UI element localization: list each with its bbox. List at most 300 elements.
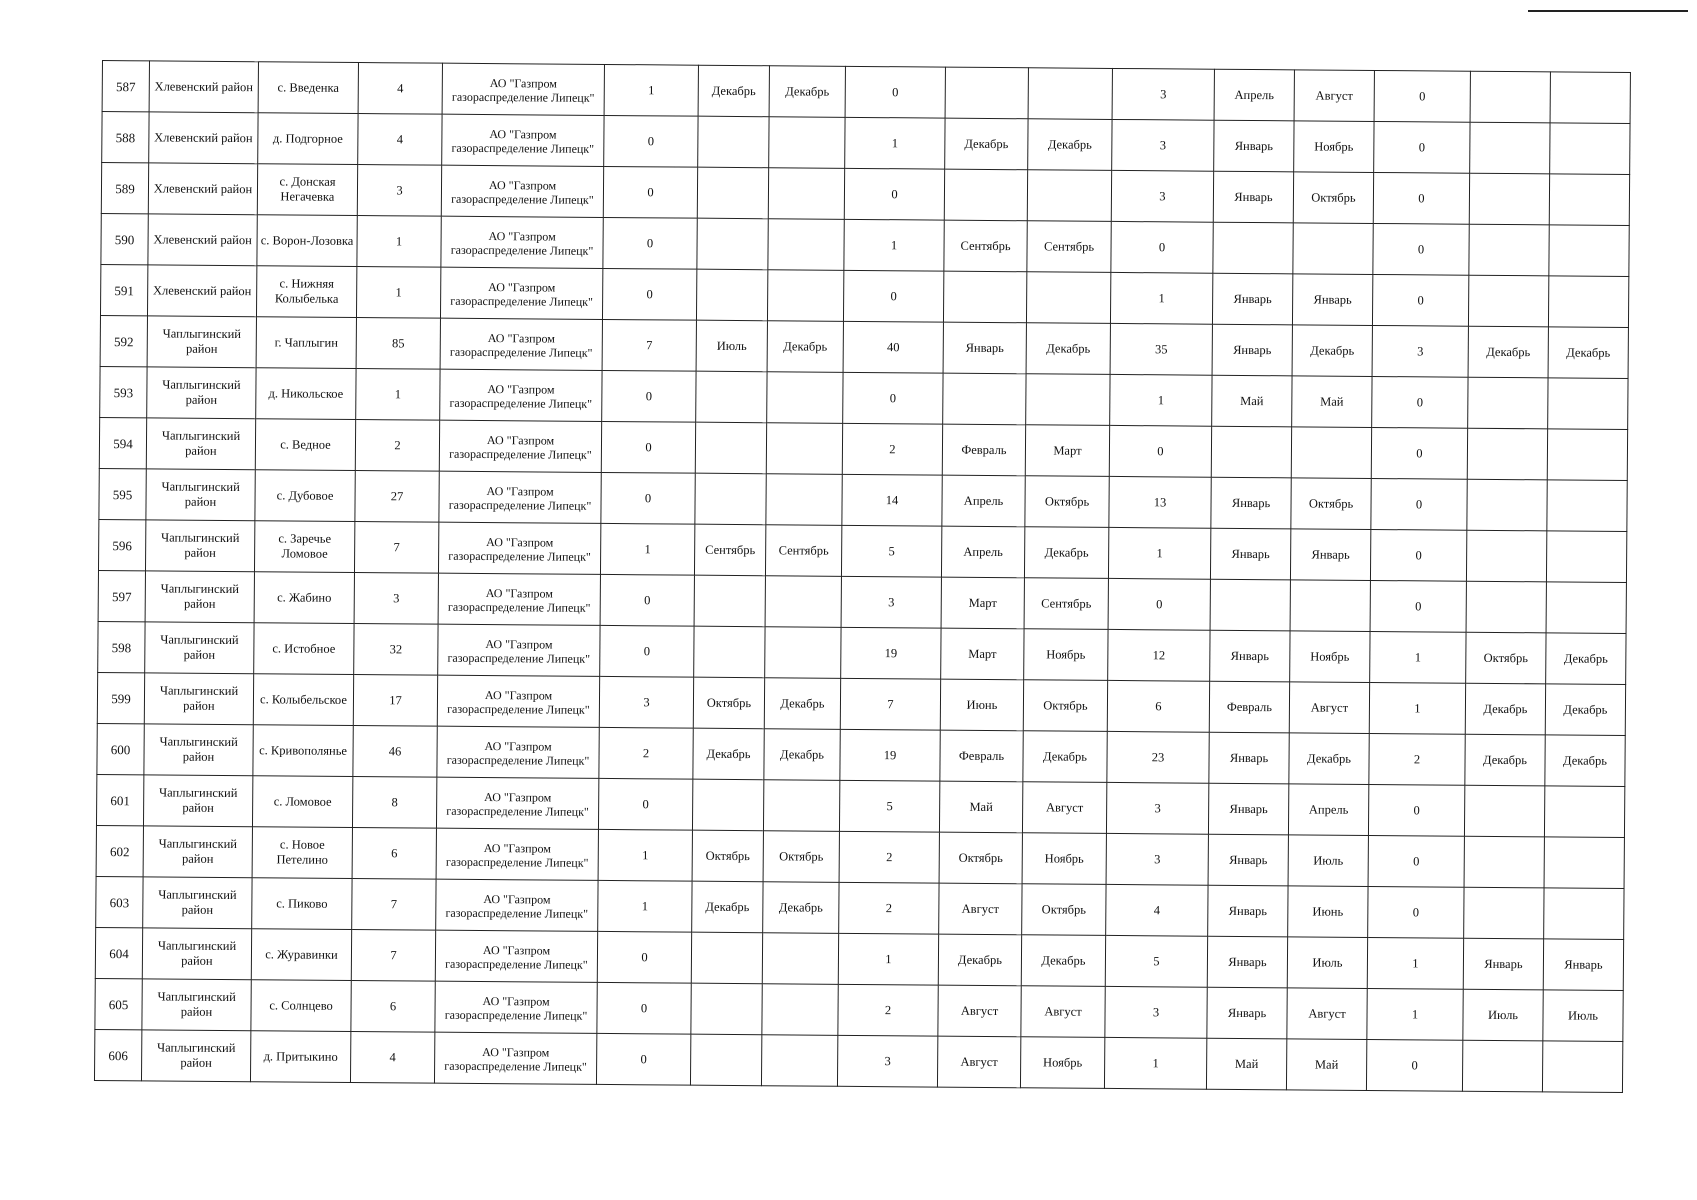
cell-count-d: 0 <box>1370 529 1466 581</box>
cell-month-from-a <box>694 575 765 627</box>
cell-month-from-a: Октябрь <box>693 677 764 729</box>
cell-count-a: 0 <box>597 931 691 983</box>
cell-month-from-d <box>1464 836 1544 888</box>
cell-month-from-b: Июнь <box>940 679 1023 731</box>
cell-month-from-c <box>1211 426 1291 478</box>
cell-district: Чаплыгинский район <box>147 316 256 368</box>
cell-month-to-d: Декабрь <box>1545 684 1625 736</box>
cell-month-from-d: Январь <box>1463 938 1543 990</box>
cell-row-number: 598 <box>98 621 145 672</box>
cell-month-from-b <box>943 373 1026 425</box>
cell-month-to-b: Сентябрь <box>1027 221 1111 273</box>
cell-month-to-b <box>1026 374 1110 426</box>
cell-month-from-d: Декабрь <box>1465 734 1545 786</box>
cell-row-number: 603 <box>96 876 143 927</box>
cell-month-from-b: Март <box>941 577 1024 629</box>
cell-month-to-d <box>1549 225 1629 277</box>
cell-count-b: 5 <box>839 780 939 832</box>
cell-count-c: 3 <box>1106 833 1208 885</box>
cell-month-to-c: Январь <box>1292 274 1372 326</box>
cell-month-from-a <box>694 626 765 678</box>
cell-organization: АО "Газпром газораспределение Липецк" <box>437 675 599 727</box>
cell-month-to-b: Октябрь <box>1025 476 1109 528</box>
cell-count-b: 2 <box>839 882 939 934</box>
cell-total-count: 17 <box>353 674 437 726</box>
cell-total-count: 7 <box>354 522 438 574</box>
cell-month-to-c <box>1290 580 1370 632</box>
cell-month-to-d: Декабрь <box>1545 735 1625 787</box>
cell-district: Чаплыгинский район <box>146 418 255 470</box>
cell-month-from-c: Январь <box>1207 987 1287 1039</box>
cell-month-to-d <box>1547 429 1627 481</box>
cell-count-a: 0 <box>597 982 691 1034</box>
cell-count-c: 5 <box>1105 935 1207 987</box>
cell-month-to-a <box>769 117 845 169</box>
cell-count-d: 0 <box>1373 172 1469 224</box>
cell-month-from-b: Сентябрь <box>944 220 1027 272</box>
cell-row-number: 596 <box>98 519 145 570</box>
cell-district: Хлевенский район <box>149 112 258 164</box>
cell-count-b: 40 <box>843 321 943 373</box>
cell-month-from-b: Февраль <box>942 424 1025 476</box>
cell-month-to-d: Январь <box>1543 939 1623 991</box>
cell-month-from-d <box>1462 1040 1542 1092</box>
cell-month-to-d <box>1550 72 1630 124</box>
cell-settlement: д. Никольское <box>256 368 356 420</box>
cell-count-b: 2 <box>842 423 942 475</box>
cell-count-a: 0 <box>603 166 697 218</box>
cell-organization: АО "Газпром газораспределение Липецк" <box>436 777 598 829</box>
cell-count-c: 13 <box>1109 476 1211 528</box>
cell-count-d: 0 <box>1374 121 1470 173</box>
cell-settlement: с. Введенка <box>258 62 358 114</box>
cell-district: Чаплыгинский район <box>143 877 252 929</box>
cell-month-from-c: Январь <box>1209 732 1289 784</box>
cell-month-from-b <box>945 67 1028 119</box>
cell-month-from-d: Декабрь <box>1465 683 1545 735</box>
cell-month-from-a: Октябрь <box>692 830 763 882</box>
cell-month-to-a <box>761 1035 837 1087</box>
cell-organization: АО "Газпром газораспределение Липецк" <box>436 879 598 931</box>
cell-count-d: 2 <box>1369 733 1465 785</box>
cell-month-to-a: Декабрь <box>767 321 843 373</box>
cell-count-a: 1 <box>600 523 694 575</box>
cell-row-number: 606 <box>94 1029 141 1080</box>
cell-month-from-c: Январь <box>1213 171 1293 223</box>
cell-count-d: 1 <box>1369 682 1465 734</box>
cell-district: Чаплыгинский район <box>145 520 254 572</box>
cell-count-d: 0 <box>1371 478 1467 530</box>
cell-organization: АО "Газпром газораспределение Липецк" <box>439 420 601 472</box>
cell-count-a: 0 <box>601 472 695 524</box>
cell-month-to-a <box>768 168 844 220</box>
cell-settlement: с. Донская Негачевка <box>257 164 357 216</box>
cell-month-to-b: Март <box>1025 425 1109 477</box>
cell-district: Чаплыгинский район <box>145 622 254 674</box>
cell-count-b: 0 <box>843 372 943 424</box>
cell-count-a: 0 <box>602 370 696 422</box>
cell-month-to-a <box>762 984 838 1036</box>
cell-month-from-b: Февраль <box>940 730 1023 782</box>
cell-month-to-b: Октябрь <box>1023 680 1107 732</box>
cell-count-d: 0 <box>1370 580 1466 632</box>
cell-total-count: 4 <box>358 63 442 115</box>
cell-district: Хлевенский район <box>148 214 257 266</box>
cell-settlement: с. Жабино <box>254 572 354 624</box>
cell-month-to-d: Декабрь <box>1548 327 1628 379</box>
cell-row-number: 605 <box>95 978 142 1029</box>
cell-district: Чаплыгинский район <box>146 469 255 521</box>
cell-count-a: 2 <box>599 727 693 779</box>
cell-count-c: 1 <box>1110 272 1212 324</box>
cell-month-to-a <box>768 219 844 271</box>
cell-month-to-a: Декабрь <box>763 882 839 934</box>
cell-district: Хлевенский район <box>148 163 257 215</box>
cell-total-count: 4 <box>350 1031 434 1083</box>
cell-month-from-a <box>692 779 763 831</box>
cell-count-a: 0 <box>600 574 694 626</box>
cell-total-count: 6 <box>352 827 436 879</box>
cell-count-b: 19 <box>840 729 940 781</box>
cell-month-to-b: Декабрь <box>1028 119 1112 171</box>
cell-month-from-a: Декабрь <box>698 65 769 117</box>
cell-month-from-b <box>944 169 1027 221</box>
cell-month-from-b: Январь <box>943 322 1026 374</box>
cell-count-b: 7 <box>840 678 940 730</box>
cell-month-to-b: Декабрь <box>1023 731 1107 783</box>
cell-organization: АО "Газпром газораспределение Липецк" <box>440 318 602 370</box>
cell-month-to-c: Июнь <box>1288 886 1368 938</box>
cell-month-from-c: Январь <box>1208 783 1288 835</box>
cell-month-from-a: Декабрь <box>693 728 764 780</box>
cell-month-to-c: Август <box>1294 70 1374 122</box>
cell-count-b: 3 <box>841 576 941 628</box>
cell-month-from-d: Июль <box>1463 989 1543 1041</box>
cell-row-number: 588 <box>102 112 149 163</box>
cell-month-from-c: Январь <box>1212 324 1292 376</box>
cell-count-d: 0 <box>1372 376 1468 428</box>
cell-total-count: 3 <box>357 165 441 217</box>
cell-month-to-d <box>1544 786 1624 838</box>
cell-month-from-d <box>1469 224 1549 276</box>
cell-month-from-d <box>1468 377 1548 429</box>
cell-total-count: 1 <box>357 216 441 268</box>
cell-organization: АО "Газпром газораспределение Липецк" <box>441 165 603 217</box>
cell-month-to-c: Август <box>1289 682 1369 734</box>
cell-month-from-b: Март <box>941 628 1024 680</box>
cell-row-number: 604 <box>95 927 142 978</box>
cell-month-to-c: Май <box>1292 376 1372 428</box>
cell-count-d: 0 <box>1374 70 1470 122</box>
cell-month-to-c: Январь <box>1290 529 1370 581</box>
cell-count-c: 3 <box>1111 170 1213 222</box>
cell-count-b: 0 <box>843 270 943 322</box>
cell-month-to-a: Сентябрь <box>765 525 841 577</box>
cell-month-to-d <box>1546 582 1626 634</box>
cell-month-from-a <box>691 983 762 1035</box>
cell-district: Чаплыгинский район <box>142 928 251 980</box>
cell-count-c: 3 <box>1112 119 1214 171</box>
cell-settlement: с. Истобное <box>254 623 354 675</box>
cell-row-number: 592 <box>100 315 147 366</box>
cell-count-b: 2 <box>839 831 939 883</box>
cell-organization: АО "Газпром газораспределение Липецк" <box>440 267 602 319</box>
cell-count-c: 35 <box>1110 323 1212 375</box>
cell-month-to-d <box>1547 480 1627 532</box>
cell-month-to-b <box>1026 272 1110 324</box>
cell-month-to-d <box>1550 123 1630 175</box>
cell-row-number: 591 <box>100 264 147 315</box>
cell-month-to-c: Октябрь <box>1291 478 1371 530</box>
cell-month-from-a: Сентябрь <box>694 524 765 576</box>
cell-month-to-d: Июль <box>1543 990 1623 1042</box>
cell-total-count: 3 <box>354 572 438 624</box>
table-row <box>94 1029 1622 1092</box>
cell-count-c: 6 <box>1107 680 1209 732</box>
cell-count-a: 0 <box>596 1033 690 1085</box>
cell-count-b: 0 <box>844 168 944 220</box>
cell-count-b: 3 <box>837 1035 937 1087</box>
cell-count-a: 0 <box>601 421 695 473</box>
cell-settlement: с. Новое Петелино <box>252 827 352 879</box>
cell-month-from-d: Октябрь <box>1466 632 1546 684</box>
cell-total-count: 32 <box>354 623 438 675</box>
cell-month-from-c: Февраль <box>1209 681 1289 733</box>
cell-count-d: 0 <box>1366 1039 1462 1091</box>
cell-organization: АО "Газпром газораспределение Липецк" <box>442 114 604 166</box>
cell-settlement: с. Колыбельское <box>253 674 353 726</box>
table-body <box>94 61 1630 1093</box>
cell-row-number: 601 <box>96 774 143 825</box>
cell-organization: АО "Газпром газораспределение Липецк" <box>436 828 598 880</box>
cell-month-to-b: Август <box>1021 986 1105 1038</box>
cell-total-count: 85 <box>356 318 440 370</box>
cell-settlement: с. Кривополянье <box>253 725 353 777</box>
cell-month-to-a <box>766 423 842 475</box>
cell-month-from-a <box>696 269 767 321</box>
cell-month-from-d <box>1469 173 1549 225</box>
cell-settlement: с. Пиково <box>252 878 352 930</box>
cell-count-b: 0 <box>845 66 945 118</box>
cell-month-to-d <box>1544 888 1624 940</box>
cell-month-from-d <box>1467 479 1547 531</box>
cell-month-from-d <box>1470 122 1550 174</box>
cell-month-to-a <box>767 270 843 322</box>
cell-month-to-c: Апрель <box>1288 784 1368 836</box>
cell-settlement: с. Ворон-Лозовка <box>257 215 357 267</box>
cell-count-b: 14 <box>842 474 942 526</box>
cell-month-from-d <box>1464 785 1544 837</box>
cell-settlement: г. Чаплыгин <box>256 317 356 369</box>
cell-count-c: 1 <box>1110 374 1212 426</box>
cell-month-from-c <box>1213 222 1293 274</box>
cell-month-to-a: Декабрь <box>769 66 845 118</box>
cell-count-a: 0 <box>602 268 696 320</box>
cell-month-to-b: Ноябрь <box>1020 1037 1104 1089</box>
cell-month-from-a <box>690 1034 761 1086</box>
cell-count-d: 0 <box>1372 274 1468 326</box>
cell-month-to-c: Июль <box>1288 835 1368 887</box>
cell-count-d: 0 <box>1371 427 1467 479</box>
cell-settlement: с. Журавинки <box>251 929 351 981</box>
cell-month-from-c: Январь <box>1210 528 1290 580</box>
cell-month-from-c: Май <box>1212 375 1292 427</box>
cell-count-c: 23 <box>1107 731 1209 783</box>
cell-month-to-d <box>1546 531 1626 583</box>
cell-month-to-c: Август <box>1287 988 1367 1040</box>
cell-month-from-c: Январь <box>1208 834 1288 886</box>
cell-month-to-a: Декабрь <box>764 729 840 781</box>
cell-district: Чаплыгинский район <box>143 826 252 878</box>
cell-settlement: с. Ломовое <box>252 776 352 828</box>
cell-count-a: 1 <box>604 64 698 116</box>
cell-district: Чаплыгинский район <box>145 571 254 623</box>
cell-month-to-c: Май <box>1286 1039 1366 1091</box>
cell-total-count: 7 <box>352 878 436 930</box>
cell-count-a: 3 <box>599 676 693 728</box>
cell-count-c: 0 <box>1111 221 1213 273</box>
cell-month-from-b: Август <box>938 985 1021 1037</box>
cell-row-number: 599 <box>97 672 144 723</box>
document-page <box>94 60 1631 1093</box>
cell-month-to-c: Декабрь <box>1289 733 1369 785</box>
cell-month-from-d <box>1470 71 1550 123</box>
cell-count-a: 7 <box>602 319 696 371</box>
cell-count-a: 0 <box>604 115 698 167</box>
cell-settlement: с. Ведное <box>255 419 355 471</box>
cell-month-to-b <box>1028 68 1112 120</box>
cell-count-d: 1 <box>1370 631 1466 683</box>
cell-count-c: 0 <box>1108 578 1210 630</box>
cell-month-from-b: Декабрь <box>945 118 1028 170</box>
cell-district: Чаплыгинский район <box>141 1030 250 1082</box>
cell-month-to-a: Октябрь <box>763 831 839 883</box>
cell-total-count: 6 <box>351 980 435 1032</box>
cell-count-c: 12 <box>1108 629 1210 681</box>
cell-row-number: 593 <box>100 366 147 417</box>
cell-month-from-d <box>1468 275 1548 327</box>
cell-count-a: 0 <box>603 217 697 269</box>
cell-count-d: 1 <box>1367 988 1463 1040</box>
cell-month-from-c: Январь <box>1214 120 1294 172</box>
cell-month-from-c: Январь <box>1208 885 1288 937</box>
cell-count-b: 2 <box>838 984 938 1036</box>
cell-month-from-b: Апрель <box>942 475 1025 527</box>
cell-district: Хлевенский район <box>149 61 258 113</box>
cell-row-number: 594 <box>99 417 146 468</box>
cell-month-from-c: Январь <box>1207 936 1287 988</box>
cell-district: Чаплыгинский район <box>144 724 253 776</box>
cell-month-from-d <box>1466 530 1546 582</box>
cell-row-number: 590 <box>101 213 148 264</box>
cell-month-to-a <box>766 474 842 526</box>
cell-district: Чаплыгинский район <box>143 775 252 827</box>
cell-month-to-c: Ноябрь <box>1294 121 1374 173</box>
cell-settlement: с. Дубовое <box>255 470 355 522</box>
cell-month-to-a <box>765 576 841 628</box>
cell-month-from-a <box>698 116 769 168</box>
cell-organization: АО "Газпром газораспределение Липецк" <box>439 471 601 523</box>
cell-organization: АО "Газпром газораспределение Липецк" <box>442 63 604 115</box>
scan-edge-line <box>1528 10 1688 12</box>
cell-month-to-d <box>1548 378 1628 430</box>
cell-count-a: 0 <box>600 625 694 677</box>
cell-month-to-a: Декабрь <box>764 678 840 730</box>
cell-total-count: 8 <box>352 776 436 828</box>
cell-count-d: 1 <box>1367 937 1463 989</box>
cell-month-to-b: Декабрь <box>1026 323 1110 375</box>
cell-row-number: 587 <box>102 61 149 112</box>
cell-total-count: 4 <box>358 114 442 166</box>
cell-month-from-c: Апрель <box>1214 69 1294 121</box>
cell-total-count: 1 <box>356 267 440 319</box>
cell-organization: АО "Газпром газораспределение Липецк" <box>438 624 600 676</box>
cell-count-d: 0 <box>1368 784 1464 836</box>
cell-month-to-d <box>1548 276 1628 328</box>
cell-count-b: 1 <box>844 219 944 271</box>
cell-organization: АО "Газпром газораспределение Липецк" <box>441 216 603 268</box>
cell-row-number: 595 <box>99 468 146 519</box>
cell-organization: АО "Газпром газораспределение Липецк" <box>435 981 597 1033</box>
cell-month-to-c: Ноябрь <box>1290 631 1370 683</box>
cell-count-a: 1 <box>598 829 692 881</box>
cell-month-to-a <box>762 933 838 985</box>
cell-month-from-a: Июль <box>696 320 767 372</box>
cell-count-c: 3 <box>1105 986 1207 1038</box>
cell-district: Чаплыгинский район <box>144 673 253 725</box>
cell-count-b: 1 <box>845 117 945 169</box>
cell-count-c: 3 <box>1112 68 1214 120</box>
cell-organization: АО "Газпром газораспределение Липецк" <box>438 573 600 625</box>
cell-month-to-d <box>1542 1041 1622 1093</box>
cell-count-a: 1 <box>598 880 692 932</box>
cell-month-from-a <box>696 371 767 423</box>
cell-total-count: 27 <box>355 471 439 523</box>
cell-count-d: 3 <box>1372 325 1468 377</box>
cell-month-from-a <box>697 167 768 219</box>
cell-row-number: 589 <box>101 163 148 214</box>
cell-month-to-b <box>1027 170 1111 222</box>
cell-month-to-b: Ноябрь <box>1024 629 1108 681</box>
cell-month-to-b: Август <box>1022 782 1106 834</box>
cell-month-from-d <box>1464 887 1544 939</box>
cell-total-count: 46 <box>353 725 437 777</box>
cell-count-d: 0 <box>1373 223 1469 275</box>
cell-count-d: 0 <box>1368 835 1464 887</box>
cell-month-to-b: Ноябрь <box>1022 833 1106 885</box>
cell-month-from-b: Апрель <box>941 526 1024 578</box>
cell-total-count: 2 <box>355 420 439 472</box>
cell-count-c: 0 <box>1109 425 1211 477</box>
cell-month-from-b: Октябрь <box>939 832 1022 884</box>
cell-district: Чаплыгинский район <box>147 367 256 419</box>
cell-row-number: 597 <box>98 570 145 621</box>
cell-month-from-c <box>1210 579 1290 631</box>
cell-month-to-b: Октябрь <box>1022 884 1106 936</box>
cell-settlement: с. Солнцево <box>251 980 351 1032</box>
cell-month-to-a <box>763 780 839 832</box>
cell-organization: АО "Газпром газораспределение Липецк" <box>437 726 599 778</box>
cell-organization: АО "Газпром газораспределение Липецк" <box>434 1032 596 1084</box>
cell-month-to-c <box>1293 223 1373 275</box>
cell-month-from-c: Январь <box>1210 630 1290 682</box>
cell-district: Чаплыгинский район <box>142 979 251 1031</box>
cell-count-c: 3 <box>1106 782 1208 834</box>
cell-organization: АО "Газпром газораспределение Липецк" <box>438 522 600 574</box>
cell-month-from-a <box>695 422 766 474</box>
cell-count-a: 0 <box>598 778 692 830</box>
cell-month-to-d: Декабрь <box>1546 633 1626 685</box>
